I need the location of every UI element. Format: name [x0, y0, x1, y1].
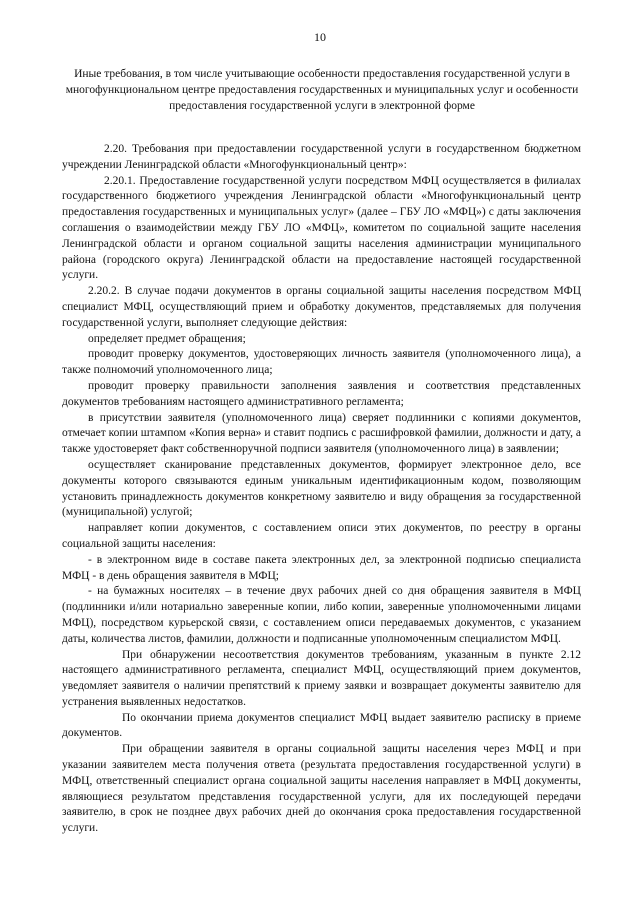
action-item: определяет предмет обращения; [88, 332, 246, 345]
action-item: проводит проверку документов, удостоверяющих личность заявителя (уполномоченного лица), а также полномочий уполномоченного лица; [62, 348, 581, 377]
list-item-electronic: - в электронном виде в составе пакета электронных дел, за электронной подписью специалиста МФЦ - в день обращения заявителя в МФЦ; [62, 553, 581, 582]
action-item: в присутствии заявителя (уполномоченного лица) сверяет подлинники с копиями документов, отмечает копии штампом «Копия верна» и ставит подпись с расшифровкой фамилии, должности и дату, а также удостоверяет факт собственноручной подписи заявителя (уполномоченного лица) в заявлении; [62, 411, 581, 456]
paragraph-2-20: 2.20. Требования при предоставлении государственной услуги в государственном бюджетном учреждении Ленинградской области «Многофункциональный центр»: [62, 143, 581, 171]
document-body [62, 142, 581, 837]
paragraph-2-20-1: 2.20.1. Предоставление государственной услуги посредством МФЦ осуществляется в филиалах государственного бюджетиого учреждения Ленинградской области «Многофункциональный центр предоставления государственных и муниципальных услуг» (далее – ГБУ ЛО «МФЦ») с даты заключения соглашения о взаимодействии между ГБУ ЛО «МФЦ», комитетом по социальной защите населения Ленинградской области и органом социальной защиты населения администрации муниципального района (городского округа) Ленинградской области на предоставление настоящей государственной услуги. [62, 174, 581, 282]
action-item: осуществляет сканирование представленных документов, формирует электронное дело, все документы которого связываются единым уникальным идентификационным кодом, позволяющим установить принадлежность документов конкретному заявителю и виду обращения за государственной (муниципальной) услугой; [62, 458, 581, 519]
page-number: 10 [314, 30, 326, 44]
action-item: проводит проверку правильности заполнения заявления и соответствия представленных документов требованиям настоящего административного регламента; [62, 379, 581, 408]
action-item: направляет копии документов, с составлением описи этих документов, по реестру в органы социальной защиты населения: [62, 522, 581, 550]
paragraph-nonconformity: При обнаружении несоответствия документов требованиям, указанным в пункте 2.12 настоящего административного регламента, специалист МФЦ, осуществляющий прием документов, уведомляет заявителя о наличии препятствий к приему заявки и возвращает документы заявителю для устранения выявленных недостатков. [62, 648, 581, 708]
paragraph-receipt: По окончании приема документов специалист МФЦ выдает заявителю расписку в приеме документов. [62, 711, 581, 740]
section-heading: Иные требования, в том числе учитывающие особенности предоставления государственной услуги в многофункциональном центре предоставления государственных и муниципальных услуг и особенности предоставления государственной услуги в электронной форме [65, 68, 579, 112]
paragraph-result-delivery: При обращении заявителя в органы социальной защиты населения через МФЦ и при указании заявителем места получения ответа (результата предоставления государственной услуги) в МФЦ, ответственный специалист органа социальной защиты населения направляет в МФЦ документы, являющиеся результатом представления государственной услуги, для их последующей передачи заявителю, в срок не позднее двух рабочих дней до окончания срока предоставления государственной услуги. [62, 743, 581, 835]
list-item-paper: - на бумажных носителях – в течение двух рабочих дней со дня обращения заявителя в МФЦ (подлинники и/или нотариально заверенные копии, либо копии, заверенные уполномоченными лицами МФЦ), посредством курьерской связи, с составлением описи передаваемых документов, с указанием даты, количества листов, фамилии, должности и подписанные уполномоченным специалистом МФЦ. [62, 585, 581, 645]
paragraph-2-20-2: 2.20.2. В случае подачи документов в органы социальной защиты населения посредством МФЦ специалист МФЦ, осуществляющий прием и обработку документов, представляемых для получения государственной услуги, выполняет следующие действия: [62, 285, 581, 329]
